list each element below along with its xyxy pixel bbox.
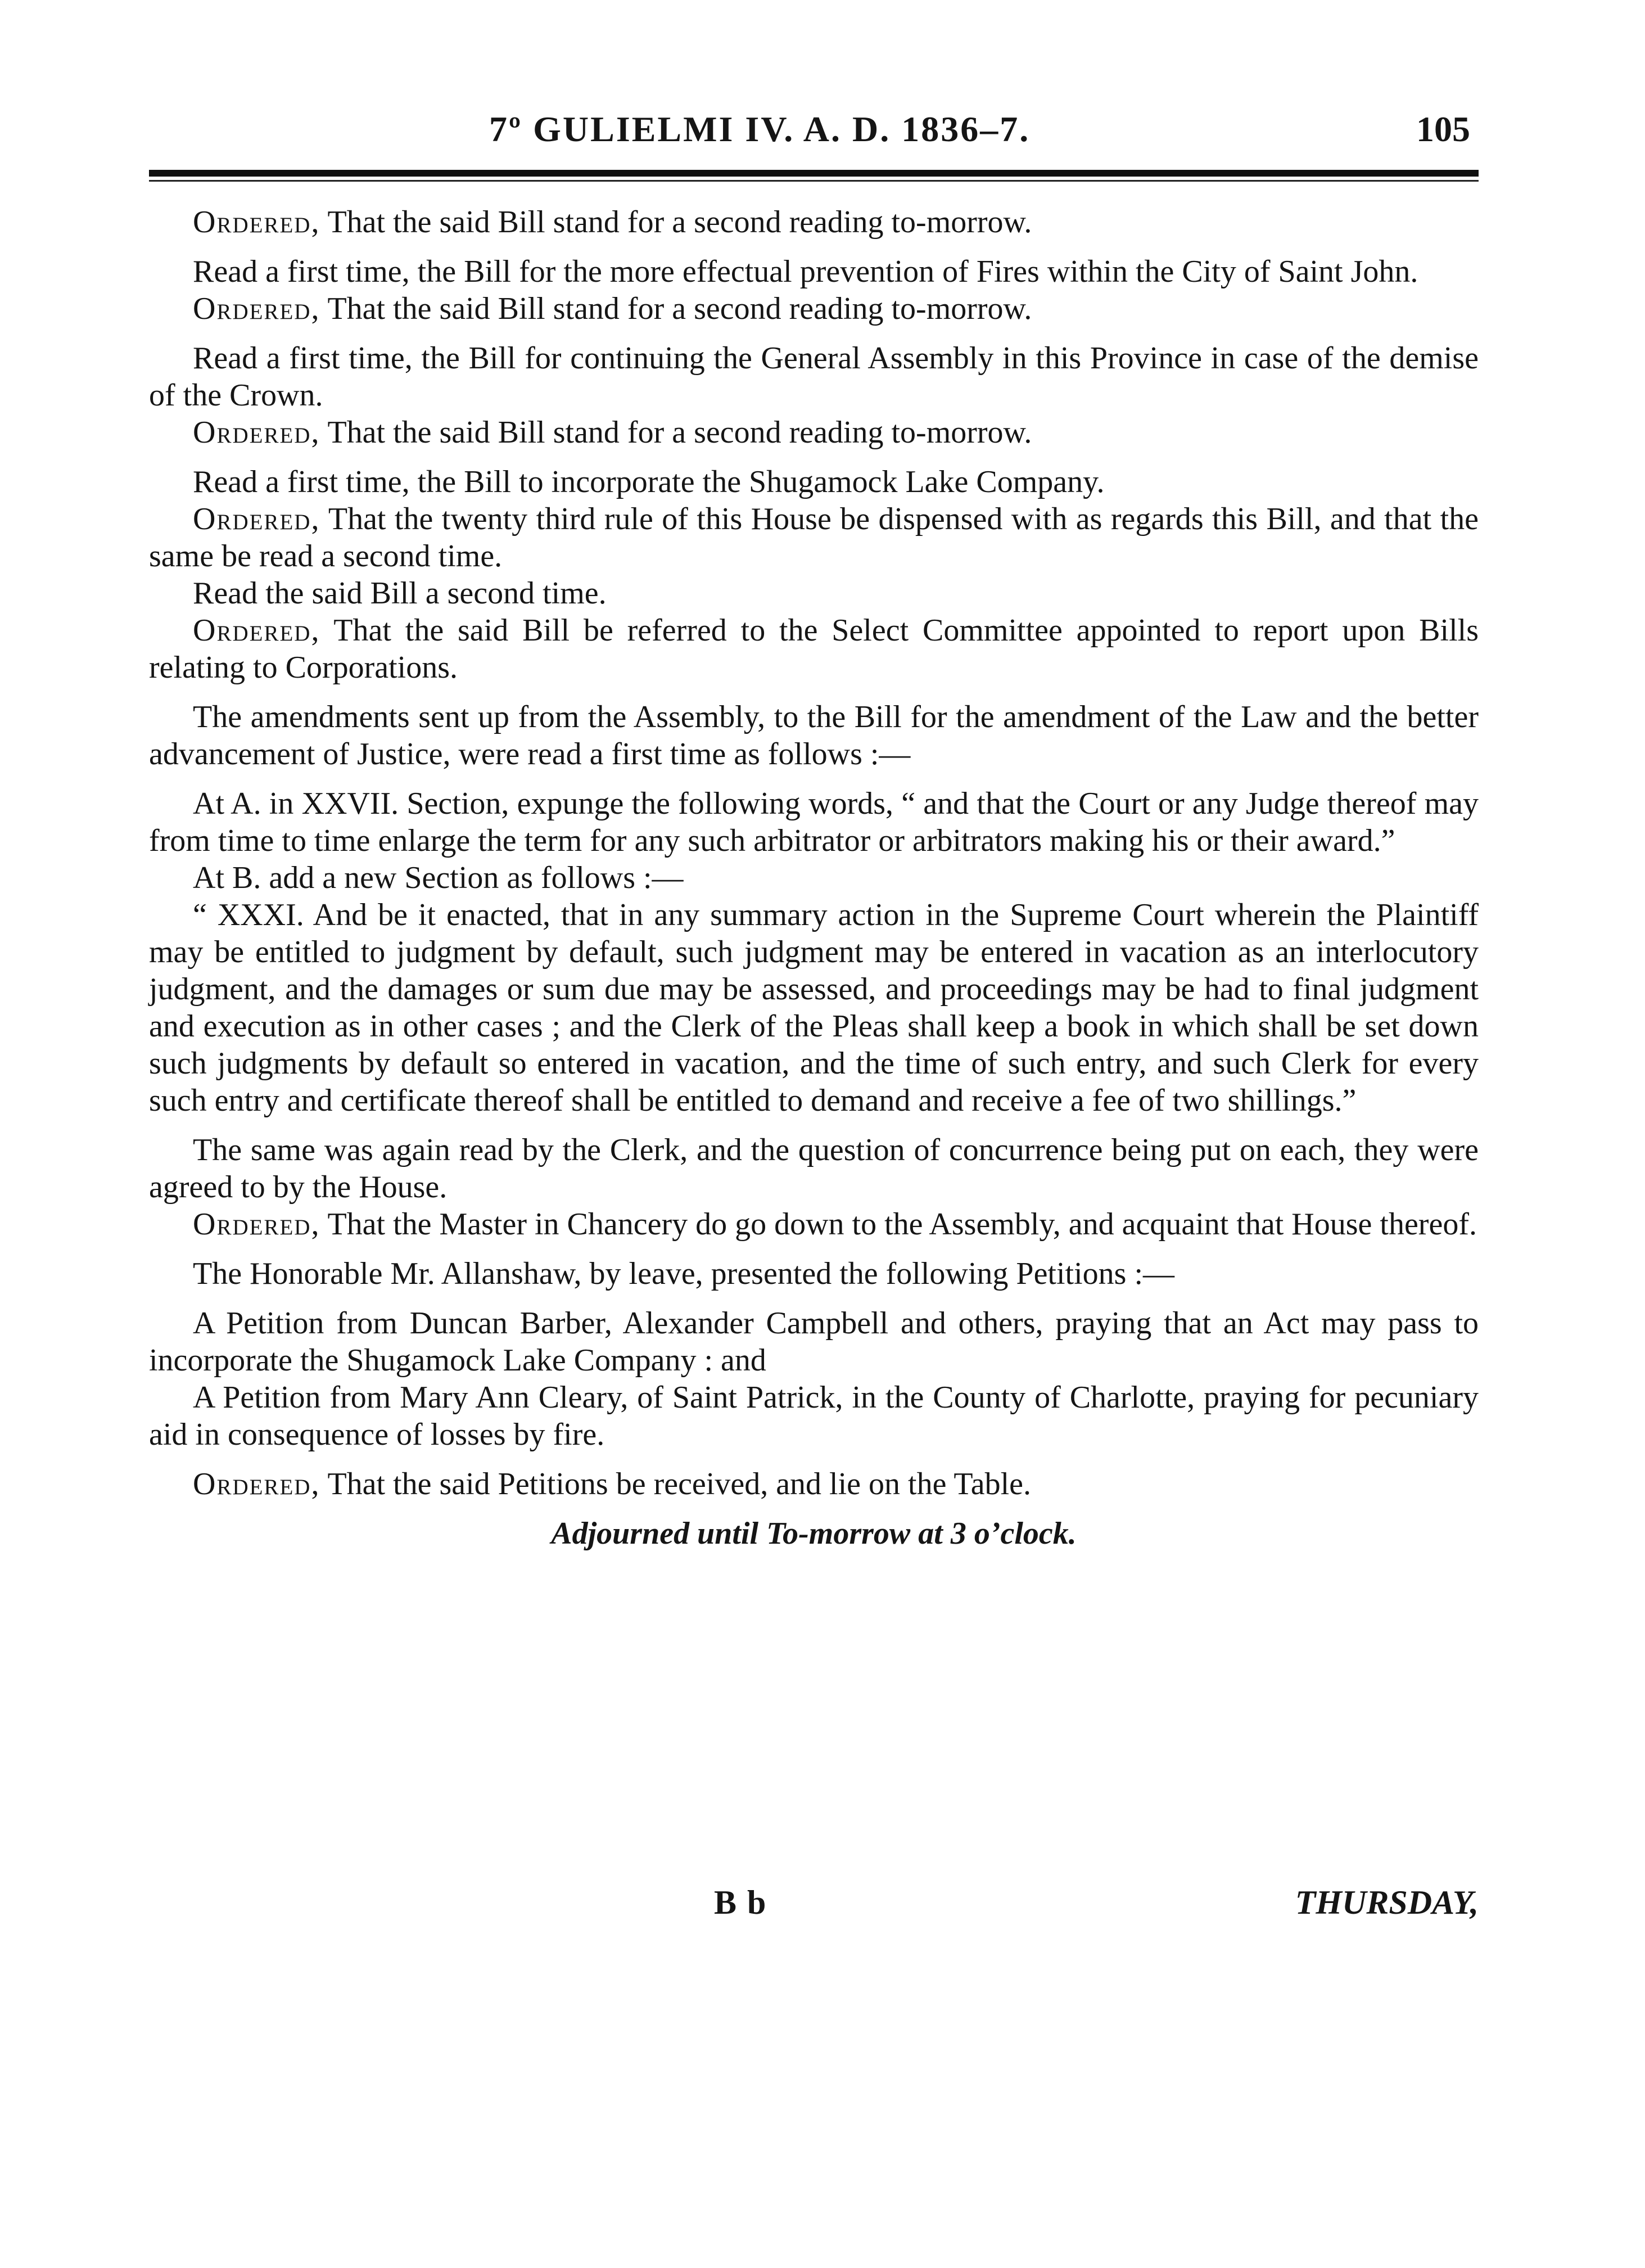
paragraph-text: At A. in XXVII. Section, expunge the following words, “ and that the Court or any Judge thereof may from time to time enlarge the term for any such arbitrator or arbitrators making his or their award.”	[149, 786, 1479, 858]
journal-paragraph	[149, 575, 1479, 612]
page-number: 105	[1416, 109, 1470, 149]
journal-paragraph	[149, 290, 1479, 327]
paragraph-text: The same was again read by the Clerk, and the question of concurrence being put on each, they were agreed to by the House.	[149, 1133, 1479, 1205]
paragraph-text: A Petition from Duncan Barber, Alexander Campbell and others, praying that an Act may pass to incorporate the Shugamock Lake Company : and	[149, 1306, 1479, 1378]
journal-paragraph	[149, 204, 1479, 241]
page-footer	[149, 1880, 1479, 1925]
journal-paragraph	[149, 1305, 1479, 1379]
signature-mark: B b	[714, 1884, 767, 1921]
paragraph-text: That the Master in Chancery do go down to the Assembly, and acquaint that House thereof.	[320, 1207, 1477, 1242]
paragraph-text: That the said Bill be referred to the Select Committee appointed to report upon Bills relating to Corporations.	[149, 613, 1479, 685]
paragraph-text: Read a first time, the Bill for continuing the General Assembly in this Province in case of the demise of the Crown.	[149, 341, 1479, 413]
paragraph-text: That the said Bill stand for a second reading to-morrow.	[320, 205, 1032, 240]
paragraph-text: The Honorable Mr. Allanshaw, by leave, presented the following Petitions :—	[193, 1256, 1175, 1291]
journal-paragraph	[149, 340, 1479, 414]
journal-paragraph	[149, 1131, 1479, 1206]
ordered-lead: Ordered,	[193, 1207, 320, 1242]
paragraph-text: “ XXXI. And be it enacted, that in any summary action in the Supreme Court wherein the Plaintiff may be entitled to judgment by default, such judgment may be entered in vacation as an interlocutory judgment, and the damages or sum due may be assessed, and proceedings may be had to final judgment and execution as in other cases ; and the Clerk of the Pleas shall keep a book in which shall be set down such judgments by default so entered in vacation, and the time of such entry, and such Clerk for every such entry and certificate thereof shall be entitled to demand and receive a fee of two shillings.”	[149, 898, 1479, 1118]
header-rule-thin	[149, 180, 1479, 182]
journal-paragraph	[149, 1206, 1479, 1243]
paragraph-text: Read a first time, the Bill for the more effectual prevention of Fires within the City of Saint John.	[193, 254, 1418, 289]
journal-paragraph	[149, 501, 1479, 575]
journal-paragraph	[149, 612, 1479, 686]
header-rule-thick	[149, 170, 1479, 177]
ordered-lead: Ordered,	[193, 613, 320, 648]
paragraph-text: That the said Petitions be received, and lie on the Table.	[320, 1467, 1031, 1502]
ordered-lead: Ordered,	[193, 415, 320, 450]
journal-paragraph	[149, 463, 1479, 501]
journal-paragraph	[149, 1466, 1479, 1503]
ordered-lead: Ordered,	[193, 502, 320, 536]
paragraph-text: At B. add a new Section as follows :—	[193, 860, 684, 895]
adjournment-line: Adjourned until To-morrow at 3 o’clock.	[551, 1516, 1077, 1551]
journal-paragraph	[149, 859, 1479, 896]
paragraph-text: Read the said Bill a second time.	[193, 576, 607, 611]
journal-paragraph	[149, 253, 1479, 290]
journal-paragraph	[149, 1379, 1479, 1453]
paragraph-text: A Petition from Mary Ann Cleary, of Saint Patrick, in the County of Charlotte, praying for pecuniary aid in consequence of losses by fire.	[149, 1380, 1479, 1452]
page-header	[149, 107, 1470, 152]
running-head: 7º GULIELMI IV. A. D. 1836–7.	[489, 109, 1031, 149]
ordered-lead: Ordered,	[193, 1467, 320, 1502]
journal-paragraph	[149, 414, 1479, 451]
paragraph-text: That the twenty third rule of this House be dispensed with as regards this Bill, and that the same be read a second time.	[149, 502, 1479, 574]
journal-paragraph	[149, 698, 1479, 773]
paragraph-text: That the said Bill stand for a second reading to-morrow.	[320, 291, 1032, 326]
journal-text	[149, 204, 1479, 1552]
paragraph-text: Read a first time, the Bill to incorporate the Shugamock Lake Company.	[193, 465, 1105, 499]
paragraph-text: That the said Bill stand for a second reading to-morrow.	[320, 415, 1032, 450]
journal-paragraph	[149, 785, 1479, 859]
ordered-lead: Ordered,	[193, 291, 320, 326]
paragraph-text: The amendments sent up from the Assembly, to the Bill for the amendment of the Law and the better advancement of Justice, were read a first time as follows :—	[149, 700, 1479, 772]
journal-paragraph	[149, 1255, 1479, 1292]
journal-paragraph	[149, 896, 1479, 1119]
ordered-lead: Ordered,	[193, 205, 320, 240]
catchword: THURSDAY,	[1295, 1884, 1479, 1921]
